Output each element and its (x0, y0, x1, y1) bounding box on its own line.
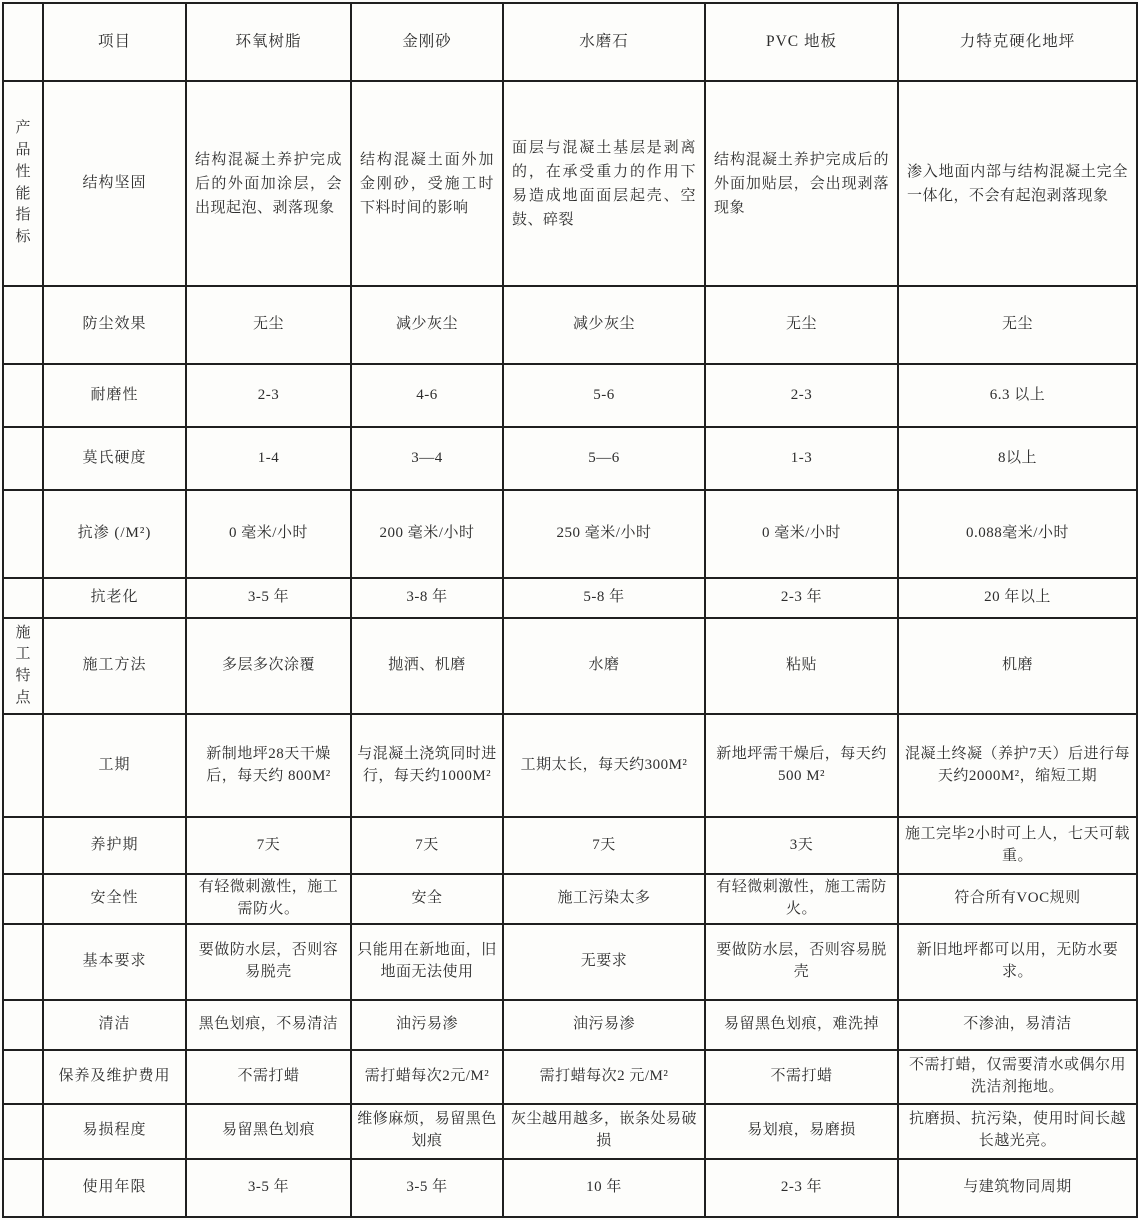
table-cell: 新地坪需干燥后，每天约500 M² (705, 714, 898, 817)
row-label: 工期 (43, 714, 186, 817)
table-row-anti-aging (3, 578, 1137, 618)
column-header-epoxy: 环氧树脂 (186, 3, 351, 81)
group-label-cell (3, 286, 43, 364)
row-label: 清洁 (43, 1000, 186, 1050)
table-cell: 结构混凝土面外加金刚砂，受施工时下料时间的影响 (351, 81, 503, 286)
table-cell: 维修麻烦，易留黑色划痕 (351, 1104, 503, 1159)
row-label: 使用年限 (43, 1159, 186, 1217)
row-label: 基本要求 (43, 924, 186, 1000)
table-cell: 多层多次涂覆 (186, 618, 351, 714)
table-cell: 工期太长，每天约300M² (503, 714, 705, 817)
table-row-dustproof (3, 286, 1137, 364)
table-row-structure (3, 81, 1137, 286)
table-cell: 2-3 年 (705, 578, 898, 618)
floor-comparison-table (2, 2, 1138, 1218)
row-label: 结构坚固 (43, 81, 186, 286)
row-label: 防尘效果 (43, 286, 186, 364)
table-row-safety (3, 874, 1137, 924)
table-cell: 无要求 (503, 924, 705, 1000)
group-label-cell (3, 490, 43, 578)
table-cell: 渗入地面内部与结构混凝土完全一体化，不会有起泡剥落现象 (898, 81, 1137, 286)
column-header-group (3, 3, 43, 81)
column-header-item: 项目 (43, 3, 186, 81)
table-cell: 要做防水层，否则容易脱壳 (705, 924, 898, 1000)
table-cell: 不需打蜡 (705, 1050, 898, 1104)
row-label: 抗老化 (43, 578, 186, 618)
table-cell: 5-6 (503, 364, 705, 427)
row-label: 保养及维护费用 (43, 1050, 186, 1104)
row-label: 莫氏硬度 (43, 427, 186, 490)
table-cell: 3-5 年 (186, 1159, 351, 1217)
table-cell: 3—4 (351, 427, 503, 490)
table-cell: 有轻微刺激性，施工需防火。 (186, 874, 351, 924)
column-header-emery: 金刚砂 (351, 3, 503, 81)
table-cell: 0.088毫米/小时 (898, 490, 1137, 578)
table-cell: 7天 (503, 817, 705, 874)
table-cell: 减少灰尘 (503, 286, 705, 364)
row-label: 耐磨性 (43, 364, 186, 427)
table-cell: 无尘 (898, 286, 1137, 364)
table-cell: 需打蜡每次2元/M² (351, 1050, 503, 1104)
table-cell: 油污易渗 (503, 1000, 705, 1050)
table-cell: 无尘 (186, 286, 351, 364)
table-cell: 6.3 以上 (898, 364, 1137, 427)
table-cell: 8以上 (898, 427, 1137, 490)
table-cell: 200 毫米/小时 (351, 490, 503, 578)
table-cell: 易留黑色划痕，难洗掉 (705, 1000, 898, 1050)
table-cell: 施工污染太多 (503, 874, 705, 924)
table-cell: 结构混凝土养护完成后的外面加涂层，会出现起泡、剥落现象 (186, 81, 351, 286)
table-cell: 符合所有VOC规则 (898, 874, 1137, 924)
table-cell: 新旧地坪都可以用，无防水要求。 (898, 924, 1137, 1000)
table-cell: 施工完毕2小时可上人，七天可载重。 (898, 817, 1137, 874)
table-cell: 有轻微刺激性，施工需防火。 (705, 874, 898, 924)
table-row-construction-period (3, 714, 1137, 817)
header-row (3, 3, 1137, 81)
table-cell: 抛洒、机磨 (351, 618, 503, 714)
group-label-cell (3, 1104, 43, 1159)
table-cell: 要做防水层，否则容易脱壳 (186, 924, 351, 1000)
table-cell: 易划痕，易磨损 (705, 1104, 898, 1159)
group-label-cell (3, 578, 43, 618)
table-cell: 不需打蜡 (186, 1050, 351, 1104)
table-row-impermeability (3, 490, 1137, 578)
group-label-construction-features: 施工特点 (3, 618, 43, 714)
table-cell: 结构混凝土养护完成后的外面加贴层，会出现剥落现象 (705, 81, 898, 286)
table-cell: 易留黑色划痕 (186, 1104, 351, 1159)
table-cell: 机磨 (898, 618, 1137, 714)
table-cell: 7天 (186, 817, 351, 874)
table-cell: 与混凝土浇筑同时进行，每天约1000M² (351, 714, 503, 817)
table-cell: 2-3 (705, 364, 898, 427)
table-cell: 3-5 年 (351, 1159, 503, 1217)
table-cell: 抗磨损、抗污染，使用时间长越长越光亮。 (898, 1104, 1137, 1159)
group-label-cell (3, 1159, 43, 1217)
table-cell: 新制地坪28天干燥后，每天约 800M² (186, 714, 351, 817)
table-row-construction-method (3, 618, 1137, 714)
table-row-cleaning (3, 1000, 1137, 1050)
table-cell: 0 毫米/小时 (705, 490, 898, 578)
table-cell: 5-8 年 (503, 578, 705, 618)
table-cell: 250 毫米/小时 (503, 490, 705, 578)
table-cell: 0 毫米/小时 (186, 490, 351, 578)
group-label-cell (3, 1050, 43, 1104)
table-cell: 水磨 (503, 618, 705, 714)
table-cell: 安全 (351, 874, 503, 924)
table-row-vulnerability (3, 1104, 1137, 1159)
table-cell: 灰尘越用越多，嵌条处易破损 (503, 1104, 705, 1159)
row-label: 易损程度 (43, 1104, 186, 1159)
group-label-cell (3, 714, 43, 817)
group-label-cell (3, 924, 43, 1000)
group-label-cell (3, 874, 43, 924)
table-cell: 10 年 (503, 1159, 705, 1217)
table-cell: 油污易渗 (351, 1000, 503, 1050)
table-cell: 3-5 年 (186, 578, 351, 618)
group-label-cell (3, 1000, 43, 1050)
table-cell: 20 年以上 (898, 578, 1137, 618)
table-row-mohs-hardness (3, 427, 1137, 490)
table-cell: 3-8 年 (351, 578, 503, 618)
row-label: 养护期 (43, 817, 186, 874)
row-label: 安全性 (43, 874, 186, 924)
table-cell: 2-3 (186, 364, 351, 427)
table-cell: 不渗油，易清洁 (898, 1000, 1137, 1050)
table-cell: 2-3 年 (705, 1159, 898, 1217)
table-row-curing-period (3, 817, 1137, 874)
table-row-basic-requirements (3, 924, 1137, 1000)
row-label: 抗渗 (/M²) (43, 490, 186, 578)
table-cell: 5—6 (503, 427, 705, 490)
group-label-cell (3, 427, 43, 490)
table-cell: 只能用在新地面，旧地面无法使用 (351, 924, 503, 1000)
group-label-cell (3, 364, 43, 427)
table-cell: 7天 (351, 817, 503, 874)
table-cell: 3天 (705, 817, 898, 874)
table-row-service-life (3, 1159, 1137, 1217)
table-cell: 4-6 (351, 364, 503, 427)
column-header-litek: 力特克硬化地坪 (898, 3, 1137, 81)
row-label: 施工方法 (43, 618, 186, 714)
table-cell: 混凝土终凝（养护7天）后进行每天约2000M²，缩短工期 (898, 714, 1137, 817)
table-cell: 1-3 (705, 427, 898, 490)
table-cell: 与建筑物同周期 (898, 1159, 1137, 1217)
table-row-wear-resistance (3, 364, 1137, 427)
table-row-maintenance-cost (3, 1050, 1137, 1104)
table-cell: 不需打蜡，仅需要清水或偶尔用洗洁剂拖地。 (898, 1050, 1137, 1104)
table-cell: 面层与混凝土基层是剥离的，在承受重力的作用下易造成地面面层起壳、空鼓、碎裂 (503, 81, 705, 286)
table-cell: 粘贴 (705, 618, 898, 714)
group-label-cell (3, 817, 43, 874)
table-cell: 减少灰尘 (351, 286, 503, 364)
table-cell: 无尘 (705, 286, 898, 364)
table-cell: 黑色划痕，不易清洁 (186, 1000, 351, 1050)
group-label-product-performance: 产品性能指标 (3, 81, 43, 286)
table-cell: 1-4 (186, 427, 351, 490)
table-cell: 需打蜡每次2 元/M² (503, 1050, 705, 1104)
column-header-terrazzo: 水磨石 (503, 3, 705, 81)
column-header-pvc: PVC 地板 (705, 3, 898, 81)
